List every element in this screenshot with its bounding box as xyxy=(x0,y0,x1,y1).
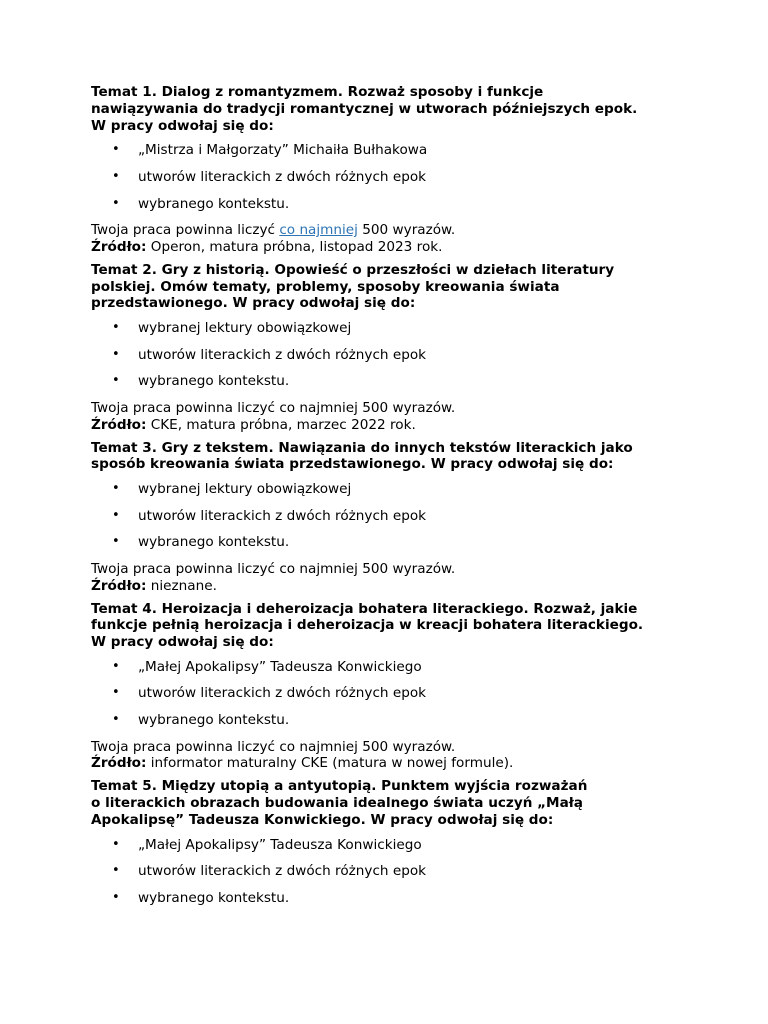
source-label: Źródło: xyxy=(91,577,147,594)
length-note-prefix: Twoja praca powinna liczyć xyxy=(91,222,280,239)
topic-3 xyxy=(91,440,691,595)
length-note xyxy=(91,222,691,239)
bullet-icon: • xyxy=(112,373,120,389)
list-item-text: wybranego kontekstu. xyxy=(138,889,290,906)
list-item xyxy=(91,481,691,508)
source-line xyxy=(91,239,691,256)
list-item xyxy=(91,508,691,535)
source-line xyxy=(91,755,691,772)
list-item xyxy=(91,373,691,400)
document-page xyxy=(91,84,691,922)
list-item-text: „Małej Apokalipsy” Tadeusza Konwickiego xyxy=(138,658,422,675)
list-item-text: utworów literackich z dwóch różnych epok xyxy=(138,685,427,702)
bullet-icon: • xyxy=(112,142,120,158)
bullet-icon: • xyxy=(112,836,120,852)
requirement-list xyxy=(91,481,691,561)
list-item-text: wybranego kontekstu. xyxy=(138,373,290,390)
topic-title: Temat 2. Gry z historią. Opowieść o przeszłości w dziełach literatury polskiej. Omów tematy, problemy, sposoby kreowania świata przedstawionego. W pracy odwołaj się do: xyxy=(91,261,615,312)
source-text: CKE, matura próbna, marzec 2022 rok. xyxy=(146,416,416,433)
source-text: nieznane. xyxy=(146,577,217,594)
list-item xyxy=(91,169,691,196)
list-item xyxy=(91,142,691,169)
bullet-icon: • xyxy=(112,712,120,728)
list-item xyxy=(91,196,691,223)
source-text: Operon, matura próbna, listopad 2023 rok. xyxy=(146,238,443,255)
bullet-icon: • xyxy=(112,320,120,336)
list-item xyxy=(91,837,691,864)
list-item xyxy=(91,659,691,686)
list-item-text: utworów literackich z dwóch różnych epok xyxy=(138,346,427,363)
topic-title: Temat 5. Między utopią a antyutopią. Punktem wyjścia rozważań o literackich obrazach budowania idealnego świata uczyń „Małą Apokalipsę” Tadeusza Konwickiego. W pracy odwołaj się do: xyxy=(91,778,588,828)
topic-title: Temat 3. Gry z tekstem. Nawiązania do innych tekstów literackich jako sposób kreowania świata przedstawionego. W pracy odwołaj się do: xyxy=(91,439,633,473)
bullet-icon: • xyxy=(112,658,120,674)
list-item xyxy=(91,712,691,739)
list-item xyxy=(91,890,691,917)
bullet-icon: • xyxy=(112,685,120,701)
bullet-icon: • xyxy=(112,507,120,523)
length-note: Twoja praca powinna liczyć co najmniej 500 wyrazów. xyxy=(91,399,456,416)
requirement-list xyxy=(91,320,691,400)
bullet-icon: • xyxy=(112,346,120,362)
list-item-text: utworów literackich z dwóch różnych epok xyxy=(138,507,427,524)
list-item-text: wybranego kontekstu. xyxy=(138,534,290,551)
length-note: Twoja praca powinna liczyć co najmniej 500 wyrazów. xyxy=(91,560,456,577)
requirement-list xyxy=(91,837,691,917)
source-label: Źródło: xyxy=(91,238,147,255)
requirement-list xyxy=(91,142,691,222)
source-label: Źródło: xyxy=(91,416,147,433)
length-note: Twoja praca powinna liczyć co najmniej 500 wyrazów. xyxy=(91,738,456,755)
bullet-icon: • xyxy=(112,481,120,497)
list-item-text: „Mistrza i Małgorzaty” Michaiła Bułhakowa xyxy=(138,142,428,159)
topic-title: Temat 1. Dialog z romantyzmem. Rozważ sposoby i funkcje nawiązywania do tradycji romantycznej w utworach późniejszych epok. W pracy odwołaj się do: xyxy=(91,84,638,134)
length-note-suffix: 500 wyrazów. xyxy=(357,222,456,239)
bullet-icon: • xyxy=(112,168,120,184)
bullet-icon: • xyxy=(112,195,120,211)
list-item-text: utworów literackich z dwóch różnych epok xyxy=(138,863,427,880)
list-item xyxy=(91,863,691,890)
requirement-list xyxy=(91,659,691,739)
list-item-text: wybranego kontekstu. xyxy=(138,195,290,212)
topic-title: Temat 4. Heroizacja i deheroizacja bohatera literackiego. Rozważ, jakie funkcje pełnią heroizacja i deheroizacja w kreacji bohatera literackiego. W pracy odwołaj się do: xyxy=(91,600,644,651)
source-line xyxy=(91,417,691,434)
source-text: informator maturalny CKE (matura w nowej formule). xyxy=(146,755,514,772)
bullet-icon: • xyxy=(112,889,120,905)
list-item-text: wybranej lektury obowiązkowej xyxy=(138,481,352,498)
bullet-icon: • xyxy=(112,534,120,550)
list-item-text: „Małej Apokalipsy” Tadeusza Konwickiego xyxy=(138,836,422,853)
topic-5 xyxy=(91,778,691,916)
topic-1 xyxy=(91,84,691,256)
co-najmniej-link[interactable]: co najmniej xyxy=(279,222,358,239)
list-item xyxy=(91,320,691,347)
topic-4 xyxy=(91,601,691,773)
source-label: Źródło: xyxy=(91,755,147,772)
topic-2 xyxy=(91,262,691,434)
list-item-text: utworów literackich z dwóch różnych epok xyxy=(138,168,427,185)
list-item xyxy=(91,685,691,712)
list-item xyxy=(91,534,691,561)
bullet-icon: • xyxy=(112,863,120,879)
list-item-text: wybranego kontekstu. xyxy=(138,712,290,729)
list-item xyxy=(91,347,691,374)
source-line xyxy=(91,578,691,595)
list-item-text: wybranej lektury obowiązkowej xyxy=(138,320,352,337)
